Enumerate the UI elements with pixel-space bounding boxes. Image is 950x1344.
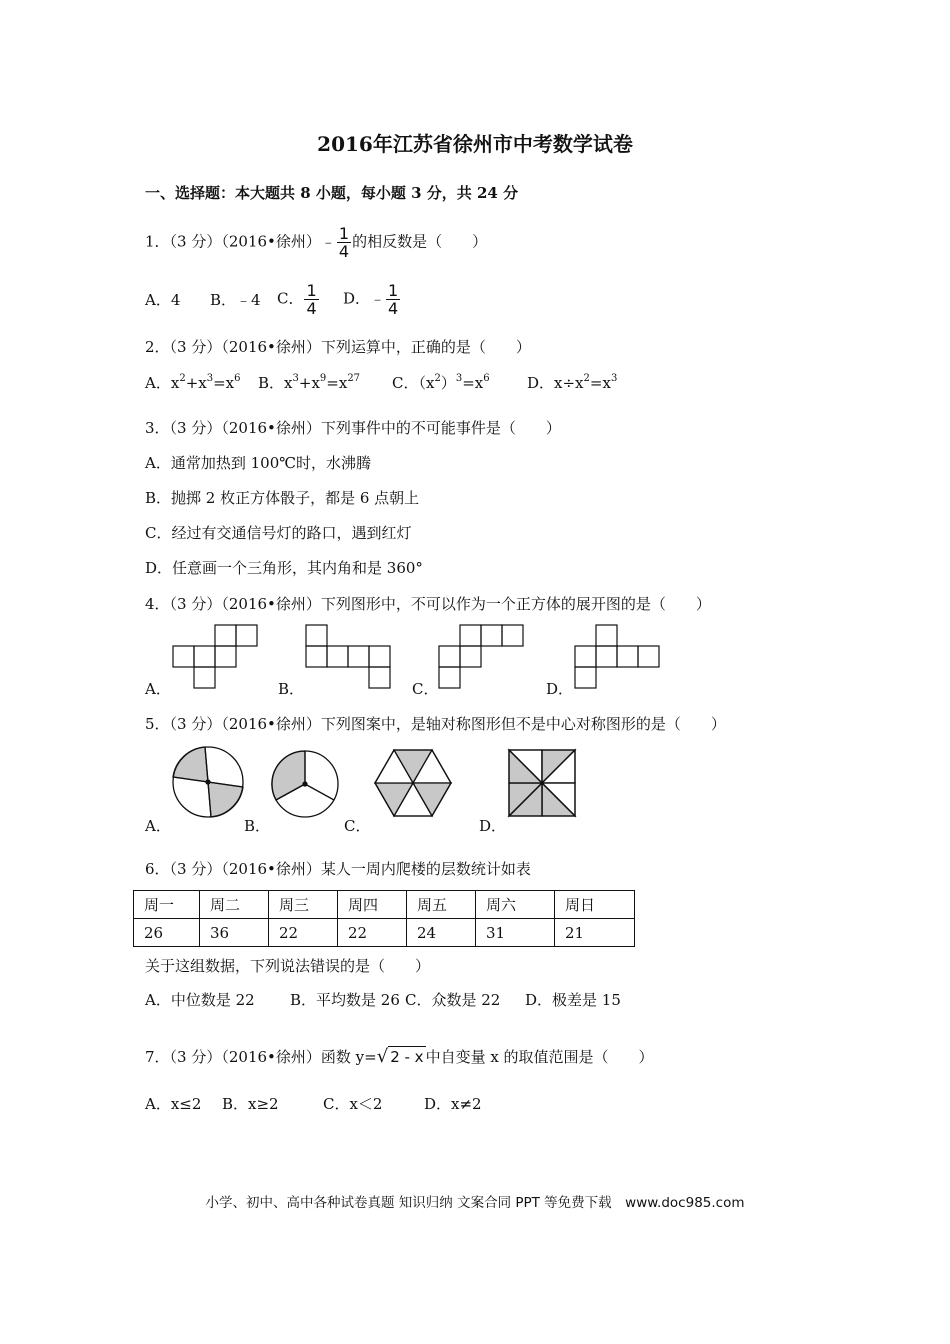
q6-option-b: B．平均数是 26 — [290, 991, 400, 1009]
q1-option-a: A．4 — [145, 291, 181, 309]
q2-option-c: C．$(x^2)^3=x^6$ — [392, 373, 490, 392]
q2-option-d: D．$x\div x^2=x^3$ — [527, 373, 618, 392]
q1-option-d: D．﹣ $\frac{1}{4}$ — [343, 281, 399, 318]
q1-prefix: 1．（3 分）（2016•徐州） — [145, 232, 321, 251]
q5-label-a: A． — [145, 817, 171, 835]
table-header-row — [134, 891, 635, 919]
table-cell: 26 — [134, 919, 200, 947]
pattern-c — [375, 750, 451, 816]
q4-label-c: C． — [412, 680, 439, 698]
q7-radicand: 2 - x — [390, 1048, 424, 1066]
table-header: 周日 — [555, 891, 635, 919]
q2-option-a: A．$x^2+x^3=x^6$ — [145, 373, 241, 392]
q7-option-b: B．x≥2 — [222, 1095, 279, 1113]
table-header: 周一 — [134, 891, 200, 919]
page-title: 2016年江苏省徐州市中考数学试卷 — [317, 132, 633, 156]
q4-label-a: A． — [145, 680, 171, 698]
table-header: 周六 — [476, 891, 555, 919]
q6-option-a: A．中位数是 22 — [145, 991, 255, 1009]
pattern-d — [509, 750, 575, 816]
q6-followup: 关于这组数据，下列说法错误的是（ ） — [145, 957, 431, 975]
question-2: 2．（3 分）（2016•徐州）下列运算中，正确的是（ ） — [145, 338, 531, 356]
q5-label-d: D． — [479, 817, 507, 835]
table-header: 周五 — [407, 891, 476, 919]
q7-option-a: A．x≤2 — [145, 1095, 202, 1113]
q4-label-b: B． — [278, 680, 305, 698]
q1-fraction: $\frac{1}{4}$ — [338, 224, 350, 261]
pattern-a — [173, 747, 243, 817]
table-cell: 31 — [476, 919, 555, 947]
q3-option-d: D．任意画一个三角形，其内角和是 360° — [145, 559, 423, 577]
table-cell: 21 — [555, 919, 635, 947]
q7-option-d: D．x≠2 — [424, 1095, 482, 1113]
question-5: 5．（3 分）（2016•徐州）下列图案中，是轴对称图形但不是中心对称图形的是（ ） — [145, 715, 726, 733]
table-header: 周二 — [200, 891, 269, 919]
table-cell: 24 — [407, 919, 476, 947]
q3-option-a: A．通常加热到 100℃时，水沸腾 — [145, 454, 372, 472]
q1-option-c-fraction: $\frac{1}{4}$ — [306, 281, 317, 318]
page-footer: 小学、初中、高中各种试卷真题 知识归纳 文案合同 PPT 等免费下载 www.doc985.com — [205, 1195, 745, 1211]
q3-option-b: B．抛掷 2 枚正方体骰子，都是 6 点朝上 — [145, 489, 420, 507]
section-heading: 一、选择题：本大题共 8 小题，每小题 3 分，共 24 分 — [145, 184, 519, 202]
q1-option-b: B．﹣4 — [210, 291, 261, 309]
q3-option-c: C．经过有交通信号灯的路口，遇到红灯 — [145, 524, 412, 542]
table-row — [134, 919, 635, 947]
table-header: 周三 — [269, 891, 338, 919]
q7-option-c: C．x＜2 — [323, 1095, 383, 1113]
table-cell: 22 — [269, 919, 338, 947]
question-4: 4．（3 分）（2016•徐州）下列图形中，不可以作为一个正方体的展开图的是（ ） — [145, 595, 711, 613]
q1-option-d-fraction: $\frac{1}{4}$ — [388, 281, 399, 318]
question-6: 6．（3 分）（2016•徐州）某人一周内爬楼的层数统计如表 — [145, 860, 531, 878]
q1-minus: ﹣ — [320, 232, 336, 251]
q1-option-c: C． $\frac{1}{4}$ — [277, 281, 317, 318]
q5-label-b: B． — [244, 817, 271, 835]
q1-suffix: 的相反数是（ ） — [352, 232, 488, 251]
table-cell: 36 — [200, 919, 269, 947]
q5-label-c: C． — [344, 817, 371, 835]
q2-option-b: B．$x^3+x^9=x^{27}$ — [258, 373, 361, 392]
q4-label-d: D． — [546, 680, 574, 698]
q6-option-d: D．极差是 15 — [525, 991, 621, 1009]
q6-option-c: C．众数是 22 — [405, 991, 501, 1009]
question-3: 3．（3 分）（2016•徐州）下列事件中的不可能事件是（ ） — [145, 419, 561, 437]
table-cell: 22 — [338, 919, 407, 947]
pattern-b — [272, 751, 338, 817]
climbing-table — [133, 890, 635, 947]
table-header: 周四 — [338, 891, 407, 919]
question-7: 7．（3 分）（2016•徐州）函数 y=√ 2 - x 中自变量 x 的取值范围是（ ） — [145, 1046, 654, 1067]
radical-sign: √ — [376, 1046, 389, 1067]
